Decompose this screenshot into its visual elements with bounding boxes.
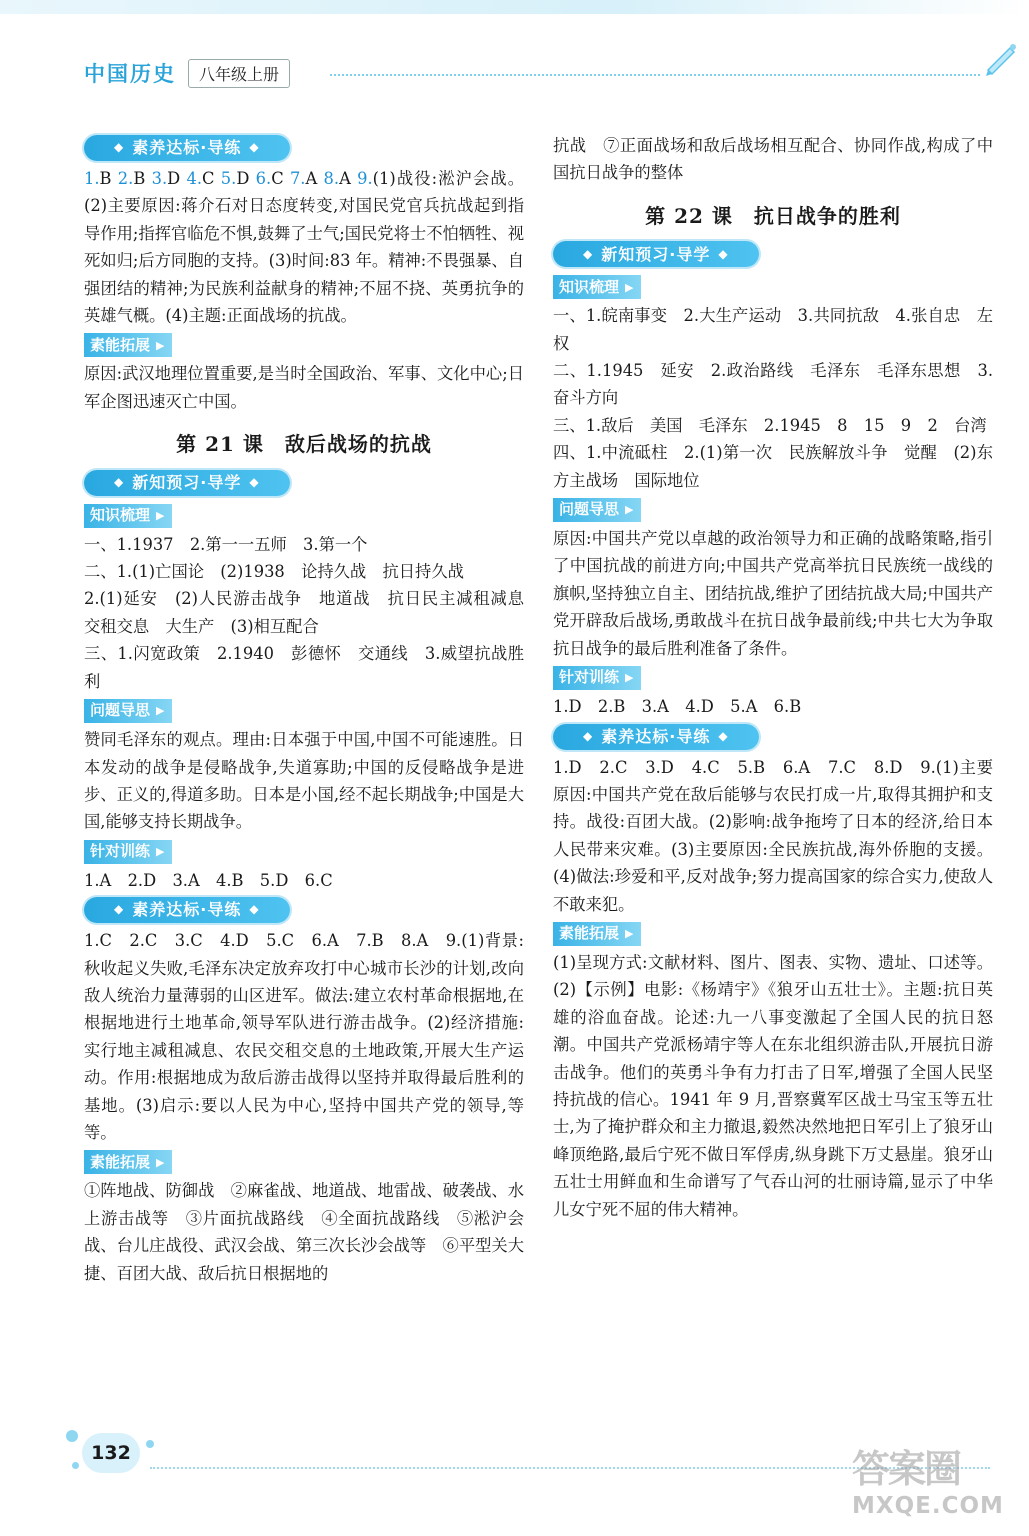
banner-label: 新知预习·导学 [132, 472, 242, 492]
answer-paragraph: 原因:武汉地理位置重要,是当时全国政治、军事、文化中心;日军企图迅速灭亡中国。 [84, 364, 524, 411]
banner-label: 新知预习·导学 [601, 244, 711, 264]
section-tag [84, 1150, 172, 1174]
tag-label: 问题导思 [90, 701, 151, 720]
knowledge-line: 二、1.(1)亡国论 (2)1938 论持久战 抗日持久战 [84, 562, 464, 582]
answer-paragraph: 原因:中国共产党以卓越的政治领导力和正确的战略策略,指引了中国抗战的前进方向;中国共产党高举抗日民族统一战线的旗帜,坚持独立自主、团结抗战,维护了团结抗战大局;中国共产党开辟敌后战场,勇敢战斗在抗日战争最前线;中共七大为争取抗日战争的最后胜利准备了条件。 [553, 529, 993, 658]
answer-number: 5. [220, 169, 237, 188]
lesson-title: 第 21 课 敌后战场的抗战 [176, 432, 432, 457]
diamond-icon: ◆ [114, 902, 125, 917]
triangle-icon: ▶ [156, 508, 165, 522]
diamond-icon: ◆ [718, 246, 729, 261]
answer-number: 4. [186, 169, 203, 188]
banner-label: 素养达标·导练 [601, 726, 711, 746]
section-banner [84, 470, 290, 496]
section-banner [84, 135, 290, 161]
pen-icon [980, 38, 1020, 78]
answer-number: 1. [84, 169, 100, 188]
answer-choice: A [305, 169, 324, 188]
answer-number: 8. [323, 169, 340, 188]
answer-choice: C [271, 169, 290, 188]
triangle-icon: ▶ [156, 845, 165, 859]
section-tag [553, 666, 641, 690]
section-banner [553, 241, 759, 267]
answer-choice: D [167, 169, 187, 188]
answer-number: 3. [151, 169, 168, 188]
knowledge-line: 四、1.中流砥柱 2.(1)第一次 民族解放斗争 觉醒 (2)东方主战场 国际地位 [553, 443, 993, 490]
watermark-text: 答案圈 [852, 1447, 961, 1491]
diamond-icon: ◆ [583, 246, 594, 261]
section-tag [84, 333, 172, 357]
answer-paragraph: 1.C 2.C 3.C 4.D 5.C 6.A 7.B 8.A 9.(1)背景:秋收起义失败,毛泽东决定放弃攻打中心城市长沙的计划,改向敌人统治力量薄弱的山区进军。做法:建立农村革命根据地,在根据地进行土地革命,领导军队进行游击战争。(2)经济措施:实行地主减租减息、农民交租交息的土地政策,开展大生产运动。作用:根据地成为敌后游击战得以坚持并取得最后胜利的基地。(3)启示:要以人民为中心,坚持中国共产党的领导,等等。 [84, 931, 524, 1142]
tag-label: 针对训练 [90, 842, 151, 861]
answer-number: 6. [255, 169, 272, 188]
answer-choice: B [133, 169, 152, 188]
answer-paragraph: 赞同毛泽东的观点。理由:日本强于中国,中国不可能速胜。日本发动的战争是侵略战争,失道寡助;中国的反侵略战争是进步、正义的,得道多助。日本是小国,经不起长期战争;中国是大国,能够支持长期战争。 [84, 730, 524, 832]
answer-paragraph: (1)呈现方式:文献材料、图片、图表、实物、遗址、口述等。(2)【示例】电影:《杨靖宇》《狼牙山五壮士》。主题:抗日英雄的浴血奋战。论述:九一八事变激起了全国人民的抗日怒潮。中国共产党派杨靖宇等人在东北组织游击队,开展抗日游击战争。他们的英勇斗争有力打击了日军,增强了全国人民坚持抗战的信心。1941 年 9 月,晋察冀军区战士马宝玉等五壮士,为了掩护群众和主力撤退,毅然决然地把日军引上了狼牙山峰顶绝路,最后宁死不做日军俘虏,纵身跳下万丈悬崖。狼牙山五壮士用鲜血和生命谱写了气吞山河的壮丽诗篇,显示了中华儿女宁死不屈的伟大精神。 [553, 952, 993, 1219]
triangle-icon: ▶ [625, 927, 634, 941]
answer-paragraph: ①阵地战、防御战 ②麻雀战、地道战、地雷战、破袭战、水上游击战等 ③片面抗战路线 ④全面抗战路线 ⑤淞沪会战、台儿庄战役、武汉会战、第三次长沙会战等 ⑥平型关大捷、百团大战、敌后抗日根据地的 [84, 1181, 524, 1283]
answer-paragraph: 1.D 2.B 3.A 4.D 5.A 6.B [553, 697, 802, 717]
section-tag [553, 275, 641, 299]
left-column [84, 132, 541, 1287]
decor-bubble [66, 1430, 78, 1442]
section-banner [84, 897, 290, 923]
page-number: 132 [82, 1433, 140, 1473]
section-tag [553, 922, 641, 946]
decor-bubble [72, 1462, 79, 1469]
triangle-icon: ▶ [625, 671, 634, 685]
watermark-logo [852, 1438, 1012, 1530]
section-tag [84, 699, 172, 723]
knowledge-line: 二、1.1945 延安 2.政治路线 毛泽东 毛泽东思想 3.奋斗方向 [553, 361, 993, 408]
tag-label: 针对训练 [559, 668, 620, 687]
answer-paragraph: 抗战 ⑦正面战场和敌后战场相互配合、协同作战,构成了中国抗日战争的整体 [553, 136, 993, 183]
answer-number: 9. [357, 169, 373, 188]
section-banner [553, 724, 759, 750]
triangle-icon: ▶ [156, 704, 165, 718]
tag-label: 知识梳理 [559, 277, 620, 296]
triangle-icon: ▶ [156, 1155, 165, 1169]
diamond-icon: ◆ [249, 902, 260, 917]
answer-choice: C [202, 169, 221, 188]
section-tag [553, 498, 641, 522]
banner-label: 素养达标·导练 [132, 900, 242, 920]
diamond-icon: ◆ [249, 140, 260, 155]
answer-choice: A [339, 169, 358, 188]
answer-number: 2. [117, 169, 134, 188]
grade-label: 八年级上册 [188, 59, 290, 88]
tag-label: 知识梳理 [90, 505, 151, 524]
answer-text: 役:淞沪会战。(2)主要原因:蒋介石对日态度转变,对国民党官兵抗战起到指导作用;指挥官临危不惧,鼓舞了士气;国民党将士不怕牺牲、视死如归;后方同胞的支持。(3)时间:83 年。精神:不畏强暴、自强团结的精神;为民族利益献身的精神;不屈不挠、英勇抗争的英雄气概。(4)主题:正面战场的抗战。 [84, 169, 525, 326]
right-column [553, 132, 993, 1223]
page-header [84, 58, 290, 88]
banner-label: 素养达标·导练 [132, 138, 242, 158]
tag-label: 素能拓展 [90, 335, 151, 354]
answer-choice: D [236, 169, 256, 188]
knowledge-line: 三、1.闪宽政策 2.1940 彭德怀 交通线 3.威望抗战胜利 [84, 644, 524, 691]
knowledge-line: 一、1.1937 2.第一一五师 3.第一个 [84, 534, 368, 554]
watermark-url: MXQE.COM [852, 1493, 1004, 1519]
answer-number: 7. [289, 169, 306, 188]
triangle-icon: ▶ [625, 280, 634, 294]
tag-label: 问题导思 [559, 500, 620, 519]
knowledge-line: 一、1.皖南事变 2.大生产运动 3.共同抗敌 4.张自忠 左权 [553, 306, 993, 353]
diamond-icon: ◆ [114, 474, 125, 489]
lesson-title: 第 22 课 抗日战争的胜利 [645, 203, 901, 228]
diamond-icon: ◆ [114, 140, 125, 155]
diamond-icon: ◆ [583, 728, 594, 743]
knowledge-line: 三、1.敌后 美国 毛泽东 2.1945 8 15 9 2 台湾 [553, 415, 987, 435]
tag-label: 素能拓展 [559, 924, 620, 943]
answer-choice: B [99, 169, 118, 188]
diamond-icon: ◆ [249, 474, 260, 489]
answer-paragraph: 1.A 2.D 3.A 4.B 5.D 6.C [84, 870, 333, 890]
answer-choice: (1)战 [372, 169, 415, 188]
diamond-icon: ◆ [718, 728, 729, 743]
section-tag [84, 840, 172, 864]
triangle-icon: ▶ [156, 338, 165, 352]
knowledge-line: 2.(1)延安 (2)人民游击战争 地道战 抗日民主减租减息 交租交息 大生产 (3)相互配合 [84, 589, 541, 636]
answer-paragraph: 1.D 2.C 3.D 4.C 5.B 6.A 7.C 8.D 9.(1)主要原因:中国共产党在敌后能够与农民打成一片,取得其拥护和支持。战役:百团大战。(2)影响:战争拖垮了日本的经济,给日本人民带来灾难。(3)主要原因:全民族抗战,海外侨胞的支援。(4)做法:珍爱和平,反对战争;努力提高国家的综合实力,使敌人不敢来犯。 [553, 757, 993, 914]
tag-label: 素能拓展 [90, 1152, 151, 1171]
section-tag [84, 504, 172, 528]
header-dotted-rule [330, 74, 980, 76]
decor-bubble [146, 1440, 154, 1448]
subject-title: 中国历史 [84, 62, 176, 86]
answer-paragraph [84, 165, 524, 329]
top-decoration-bar [0, 0, 1029, 14]
triangle-icon: ▶ [625, 503, 634, 517]
